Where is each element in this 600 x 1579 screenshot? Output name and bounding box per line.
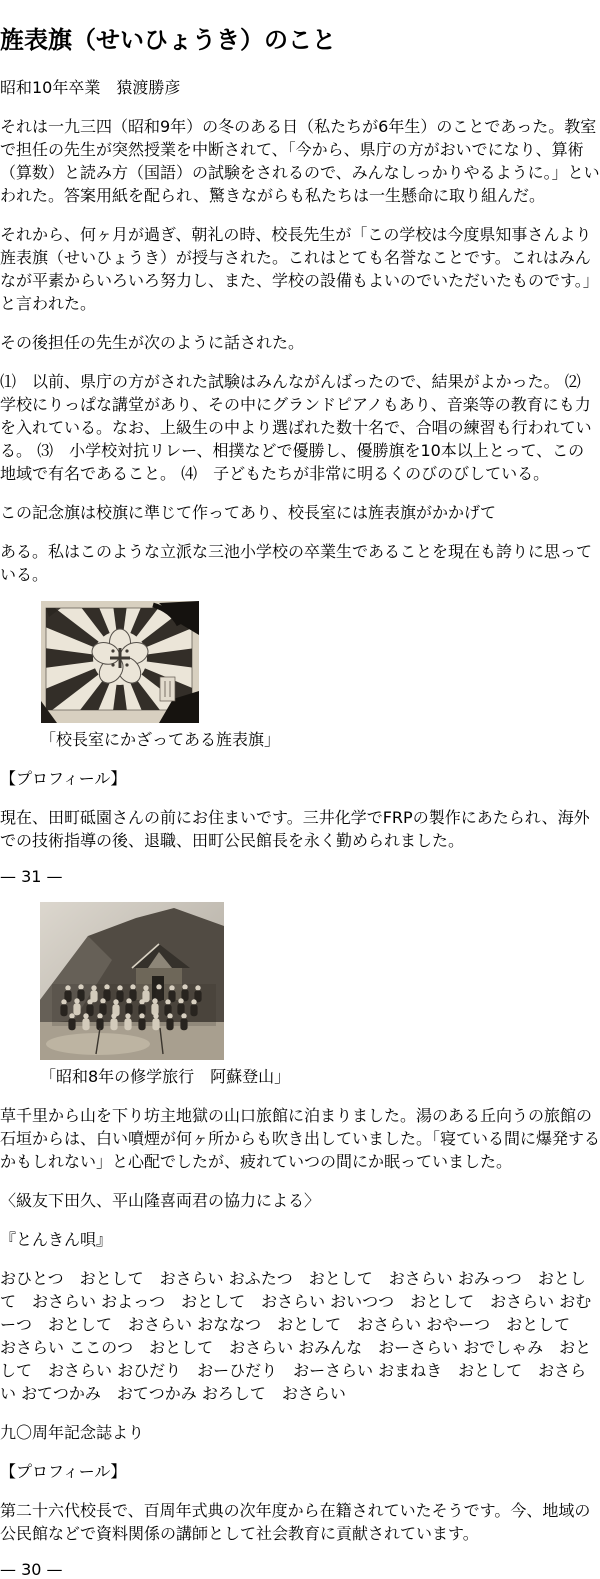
song-title: 『とんきん唄』	[0, 1229, 113, 1249]
article-byline: 昭和10年卒業 猿渡勝彦	[0, 77, 181, 97]
song-box	[0, 1227, 600, 1443]
article-paragraph-4: この記念旗は校旗に準じて作ってあり、校長室には旌表旗がかかげて	[0, 502, 497, 522]
right-profile-body: 第二十六代校長で、百周年式典の次年度から在籍されていたそうです。今、地域の公民館などで資料関係の講師として社会教育に貢献されています。	[0, 1500, 591, 1543]
left-profile-title: 【プロフィール】	[0, 768, 127, 788]
left-profile-text	[0, 766, 600, 851]
left-page	[0, 20, 600, 886]
flag-photo-figure	[40, 601, 560, 750]
article-paragraph-3: その後担任の先生が次のように話された。	[0, 332, 305, 352]
article-paragraph-2: それから、何ヶ月が過ぎ、朝礼の時、校長先生が「この学校は今度県知事さんより旌表旗（せいひょうき）が授与された。これはとても名誉なことです。これはみんなが平素からいろいろ努力し、また、学校の設備もよいのでいただいたものです。」と言われた。	[0, 224, 599, 313]
left-page-article	[0, 20, 600, 523]
flag-photo	[40, 601, 200, 723]
right-profile-title: 【プロフィール】	[0, 1461, 127, 1481]
right-page-number: — 30 —	[0, 1559, 63, 1579]
song-text	[0, 1227, 600, 1443]
article-paragraph-5: ある。私はこのような立派な三池小学校の卒業生であることを現在も誇りに思っている。	[0, 541, 593, 584]
group-photo	[40, 902, 224, 1060]
right-profile-box	[0, 1459, 600, 1544]
group-photo-caption: 「昭和8年の修学旅行 阿蘇登山」	[40, 1066, 291, 1086]
right-page-body-text	[0, 1103, 600, 1211]
right-page	[0, 902, 600, 1579]
flag-photo-caption: 「校長室にかざってある旌表旗」	[40, 729, 281, 749]
flag-stamp	[160, 677, 175, 701]
open-book	[0, 20, 600, 1579]
right-page-credit: 〈級友下田久、平山隆喜両君の協力による〉	[0, 1190, 321, 1210]
right-page-paragraph: 草千里から山を下り坊主地獄の山口旅館に泊まりました。湯のある丘向うの旅館の石垣からは、白い噴煙が何ヶ所からも吹き出していました。「寝ている間に爆発するかもしれない」と心配でしたが、疲れていつの間にか眠っていました。	[0, 1105, 600, 1171]
left-profile-body: 現在、田町砥園さんの前にお住まいです。三井化学でFRPの製作にあたられ、海外での技術指導の後、退職、田町公民館長を永く勤められました。	[0, 807, 590, 850]
article-heading: 旌表旗（せいひょうき）のこと	[0, 25, 336, 54]
song-source: 九〇周年記念誌より	[0, 1422, 145, 1442]
right-profile-text	[0, 1459, 600, 1544]
song-lines: おひとつ おとして おさらい おふたつ おとして おさらい おみっつ おとして おさらい およっつ おとして おさらい おいつつ おとして おさらい おむーつ おとして おさらい おななつ おとして おさらい おやーつ おとして おさらい ここのつ おとして おさらい おみんな おーさらい おでしゃみ おとして おさらい おひだり おーひだり おーさらい おまねき おとして おさらい おてつかみ おてつかみ おろして おさらい	[0, 1268, 592, 1403]
article-numbered-list: ⑴ 以前、県庁の方がされた試験はみんながんばったので、結果がよかった。 ⑵ 学校にりっぱな講堂があり、その中にグランドピアノもあり、音楽等の教育にも力を入れている。なお、上級生の中より選ばれた数十名で、合唱の練習も行われている。 ⑶ 小学校対抗リレー、相撲などで優勝し、優勝旗を10本以上とって、この地域で有名であること。 ⑷ 子どもたちが非常に明るくのびのびしている。	[0, 371, 597, 483]
article-paragraph-1: それは一九三四（昭和9年）の冬のある日（私たちが6年生）のことであった。教室で担任の先生が突然授業を中断されて、「今から、県庁の方がおいでになり、算術（算数）と読み方（国語）の試験をされるので、みんなしっかりやるように。」といわれた。答案用紙を配られ、驚きながらも私たちは一生懸命に取り組んだ。	[0, 116, 600, 205]
article-continuation	[0, 539, 600, 585]
left-page-number: — 31 —	[0, 866, 63, 886]
group-photo-figure	[40, 902, 560, 1087]
left-profile-box	[0, 766, 600, 851]
